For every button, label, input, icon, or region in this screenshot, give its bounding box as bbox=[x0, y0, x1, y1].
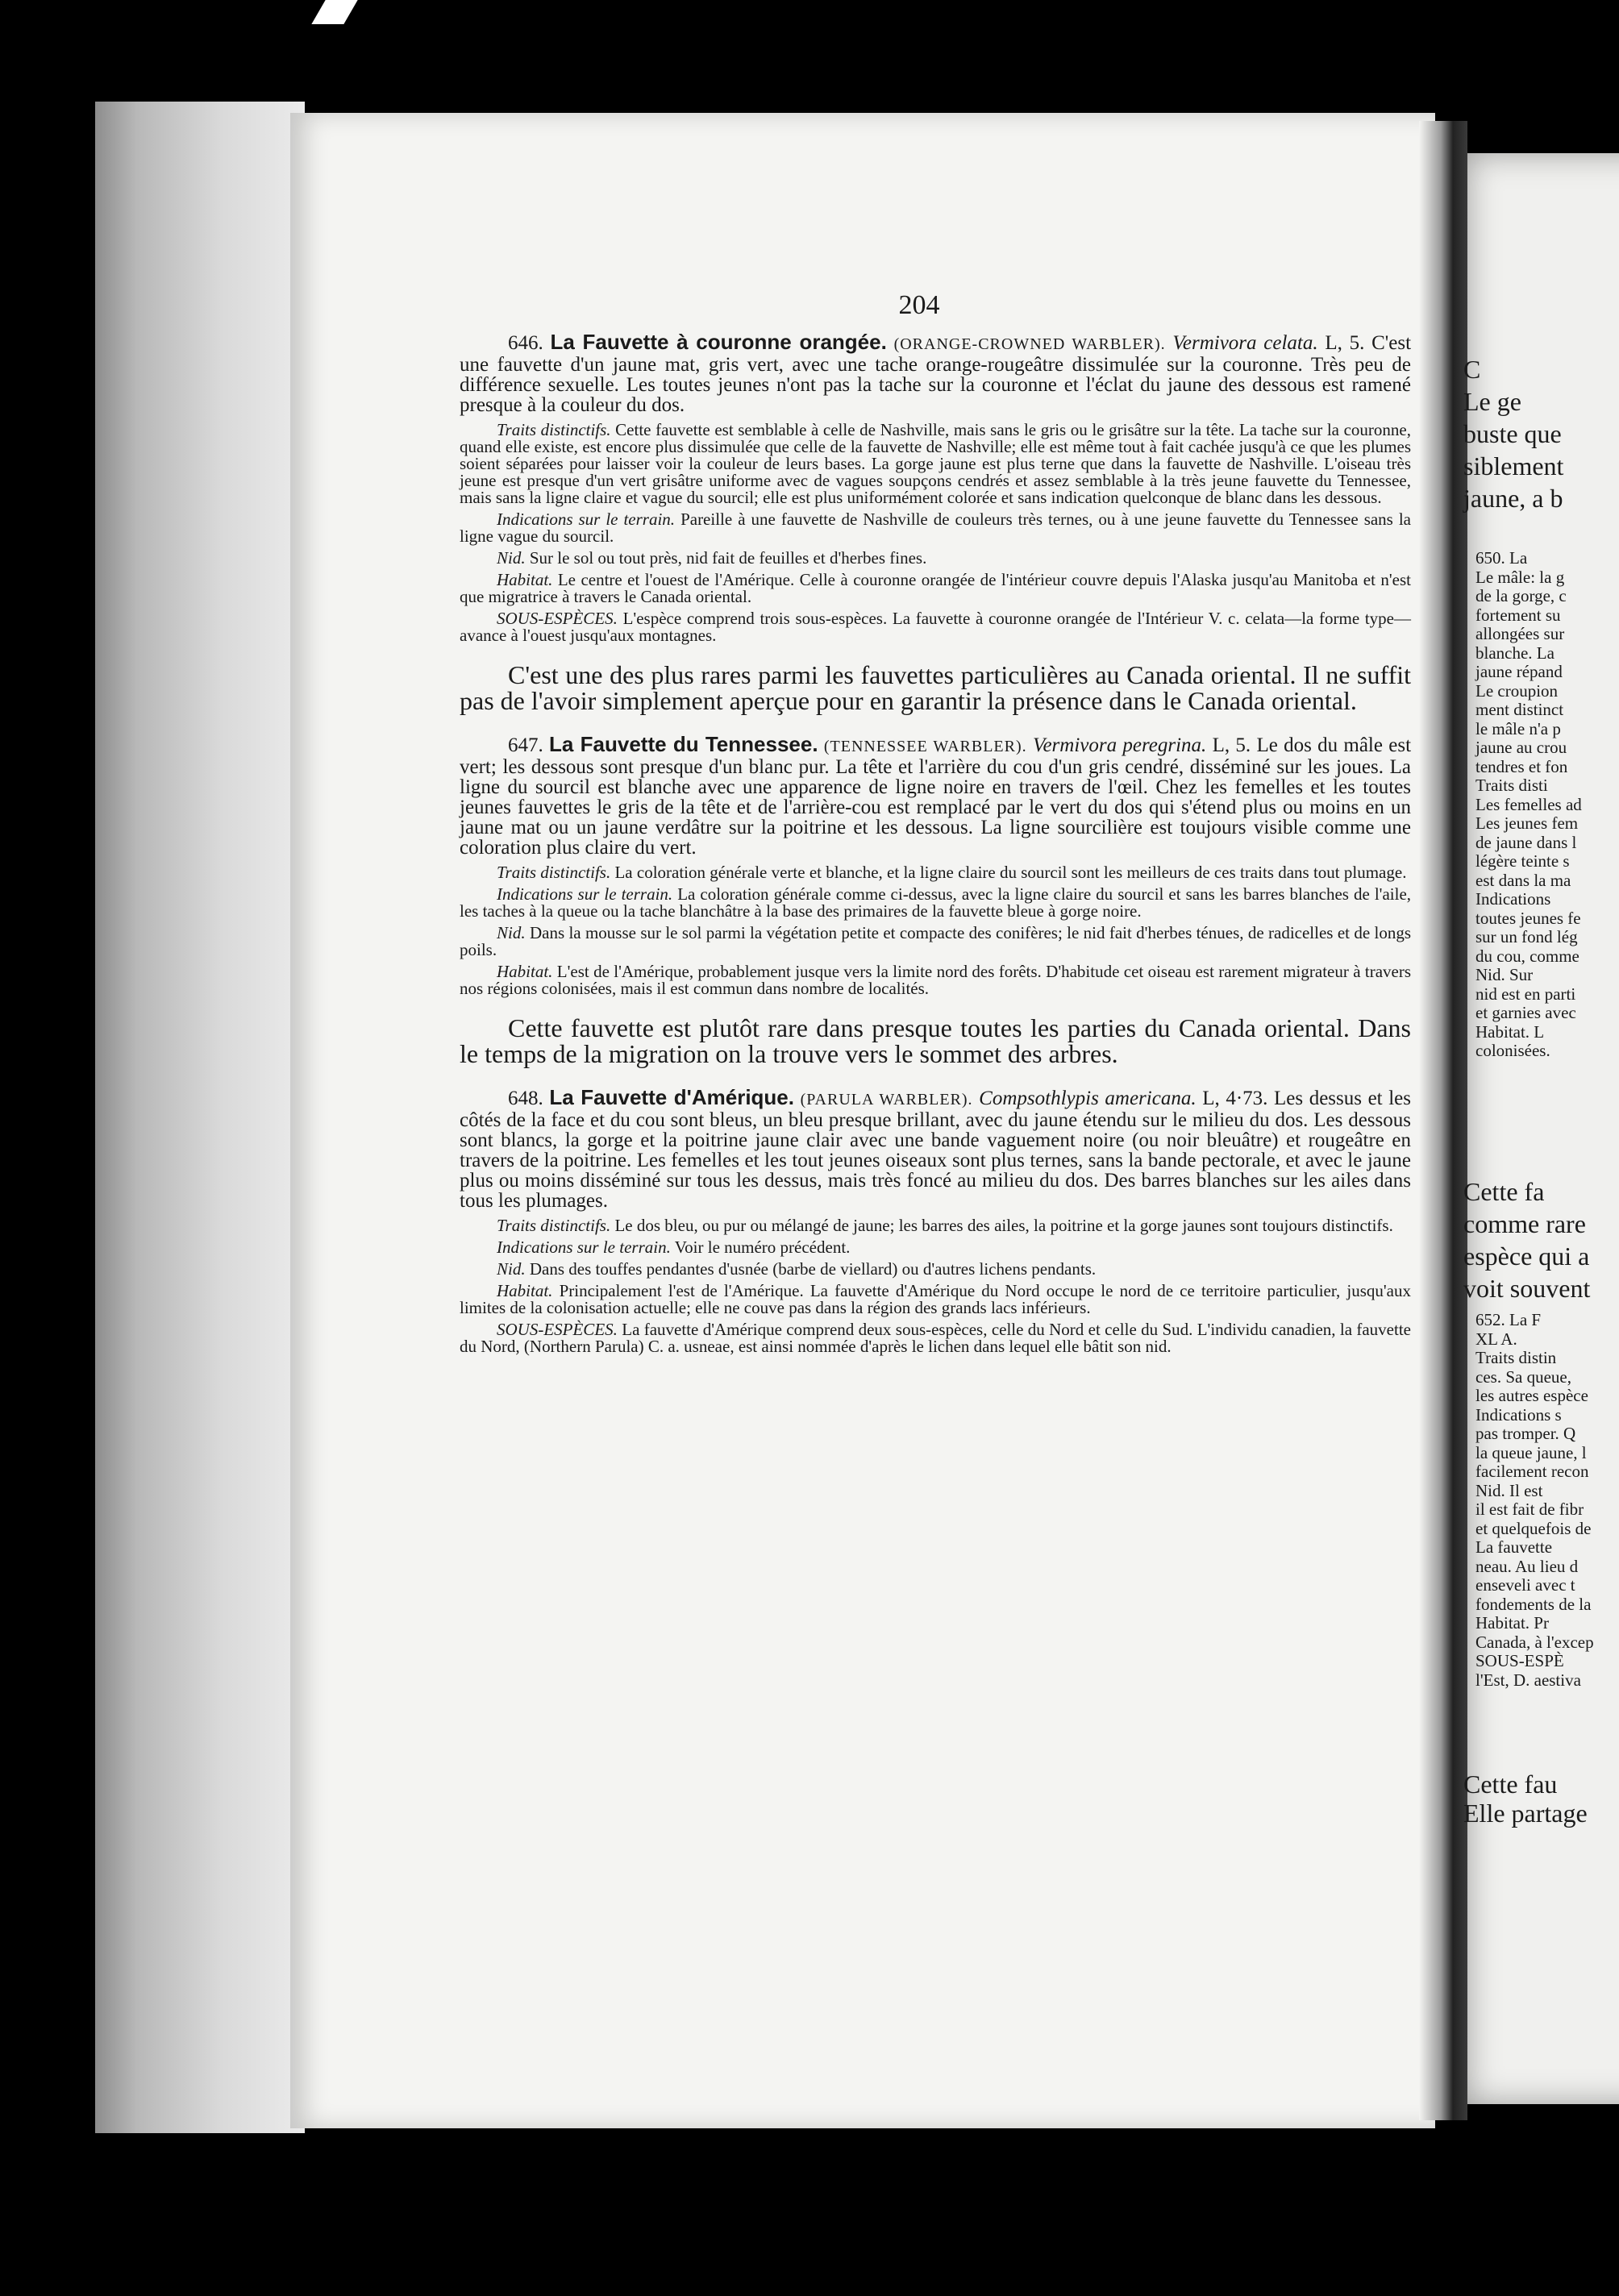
note-paragraph bbox=[460, 864, 1411, 881]
note-text: L'est de l'Amérique, probablement jusque vers la limite nord des forêts. D'habitude cet oiseau est rarement migrateur à travers nos régions colonisées, mais il est commun dans nombre de localités. bbox=[460, 962, 1411, 998]
facing-line: blanche. La bbox=[1475, 643, 1554, 663]
entries bbox=[460, 332, 1411, 1355]
note-text: Principalement l'est de l'Amérique. La fauvette d'Amérique du Nord occupe le nord de ce territoire particulier, jusqu'aux limites de la colonisation actuelle; elle ne couve pas dans la région des grands lacs inférieurs. bbox=[460, 1281, 1411, 1317]
facing-line: du cou, comme bbox=[1475, 946, 1579, 966]
facing-line: il est fait de fibr bbox=[1475, 1499, 1584, 1519]
facing-line: sur un fond lég bbox=[1475, 927, 1578, 946]
note-text: Dans des touffes pendantes d'usnée (barbe de viellard) ou d'autres lichens pendants. bbox=[529, 1259, 1097, 1279]
note-text: L'espèce comprend trois sous-espèces. La fauvette à couronne orangée de l'Intérieur V. c. celata—la forme type—avance à l'ouest jusqu'aux montagnes. bbox=[460, 609, 1412, 645]
facing-line: légère teinte s bbox=[1475, 851, 1570, 871]
note-paragraph bbox=[460, 511, 1411, 545]
facing-line: enseveli avec t bbox=[1475, 1575, 1575, 1595]
note-label: Nid. bbox=[497, 548, 526, 568]
facing-line: XL A. bbox=[1475, 1329, 1517, 1349]
note-text: Voir le numéro précédent. bbox=[674, 1237, 851, 1257]
species-description: L, 4·73. Les dessus et les côtés de la face et du cou sont bleus, un bleu presque brillant, avec du jaune étendu sur le milieu du dos. Les dessous sont blancs, la gorge et la poitrine jaune clair avec une bande vaguement noire (ou noir bleuâtre) et rougeâtre en travers de la poitrine. Les femelles et les tout jeunes oiseaux sont plus ternes, sans la bande pectorale, et avec le jaune plus ou moins disséminé sur tous les dessus, mais très foncé au milieu du dos. Des barres blanches sur les ailes dans tous les plumages. bbox=[460, 1088, 1412, 1212]
species-title: La Fauvette du Tennessee. bbox=[549, 732, 818, 756]
facing-line: tendres et fon bbox=[1475, 756, 1568, 776]
facing-line: jaune au crou bbox=[1475, 738, 1567, 757]
facing-line: Traits distin bbox=[1475, 1348, 1557, 1367]
facing-line: Le croupion bbox=[1475, 680, 1559, 701]
note-paragraph bbox=[460, 1239, 1411, 1256]
facing-line: de jaune dans l bbox=[1475, 832, 1577, 852]
facing-line: les autres espèce bbox=[1475, 1386, 1588, 1405]
facing-line: Canada, à l'excep bbox=[1475, 1632, 1594, 1652]
note-text: Dans la mousse sur le sol parmi la végétation petite et compacte des conifères; le nid fait d'herbes ténues, de radicelles et de longs poils. bbox=[460, 923, 1412, 959]
facing-line: Les jeunes fem bbox=[1475, 813, 1579, 833]
note-paragraph bbox=[460, 886, 1411, 920]
facing-line: toutes jeunes fe bbox=[1475, 908, 1581, 928]
species-entry bbox=[460, 332, 1411, 415]
note-text: Sur le sol ou tout près, nid fait de feuilles et d'herbes fines. bbox=[529, 548, 927, 568]
page-content bbox=[460, 290, 1411, 1360]
facing-line: facilement recon bbox=[1475, 1462, 1589, 1481]
note-paragraph bbox=[460, 925, 1411, 959]
facing-line: voit souvent bbox=[1463, 1274, 1591, 1303]
facing-line: Les femelles ad bbox=[1475, 794, 1582, 814]
english-name: (PARULA WARBLER). bbox=[800, 1091, 973, 1108]
note-text: La fauvette d'Amérique comprend deux sous-espèces, celle du Nord et celle du Sud. L'individu canadien, la fauvette du Nord, (Northern Parula) C. a. usneae, est ainsi nommée d'après le lichen dans lequel elle bâtit son nid. bbox=[460, 1320, 1411, 1356]
facing-line: jaune répand bbox=[1475, 662, 1563, 681]
note-label: Traits distinctifs. bbox=[497, 863, 611, 882]
facing-line: Cette fa bbox=[1463, 1177, 1545, 1206]
species-entry bbox=[460, 1085, 1412, 1212]
facing-line: jaune, a b bbox=[1463, 484, 1563, 513]
scientific-name: Compsothlypis americana. bbox=[979, 1088, 1197, 1109]
species-description: L, 5. Le dos du mâle est vert; les dessous sont presque d'un blanc pur. La tête et l'arrière du cou d'un gris cendré, disséminé sur les joues. La ligne du sourcil est blanche avec une apparence de ligne noire en travers de l'œil. Chez les femelles et les toutes jeunes fauvettes le gris de la tête et de l'arrière-cou est remplacé par le vert du dos qui s'étend plus ou moins en un jaune mat ou un jaune verdâtre sur la poitrine et les dessous. La ligne sourcilière est toujours visible comme une coloration plus claire du vert. bbox=[460, 734, 1412, 859]
corner-mark bbox=[311, 0, 357, 24]
facing-line: de la gorge, c bbox=[1475, 586, 1567, 605]
facing-line: neau. Au lieu d bbox=[1475, 1556, 1579, 1576]
facing-line: pas tromper. Q bbox=[1475, 1424, 1576, 1443]
facing-line: Habitat. L bbox=[1475, 1021, 1545, 1042]
note-paragraph bbox=[460, 1217, 1411, 1234]
facing-line: ces. Sa queue, bbox=[1475, 1366, 1571, 1387]
note-label: SOUS-ESPÈCES. bbox=[497, 609, 618, 628]
note-label: Habitat. bbox=[497, 1281, 553, 1300]
facing-line: le mâle n'a p bbox=[1475, 718, 1561, 738]
facing-line: fondements de la bbox=[1475, 1594, 1592, 1614]
species-number: 647. bbox=[508, 734, 543, 756]
facing-line: 652. La F bbox=[1475, 1310, 1542, 1329]
facing-line: Indications s bbox=[1475, 1404, 1562, 1425]
book-gutter bbox=[1419, 121, 1467, 2120]
facing-line: Habitat. Pr bbox=[1475, 1613, 1549, 1633]
facing-line: et quelquefois de bbox=[1475, 1518, 1592, 1538]
note-paragraph bbox=[460, 422, 1411, 506]
facing-line: la queue jaune, l bbox=[1475, 1442, 1587, 1462]
facing-line: Nid. Sur bbox=[1475, 965, 1534, 984]
note-label: Indications sur le terrain. bbox=[497, 1237, 671, 1257]
facing-line: Le mâle: la g bbox=[1475, 567, 1565, 587]
facing-line: SOUS-ESPÈ bbox=[1475, 1651, 1564, 1670]
facing-line: ment distinct bbox=[1475, 700, 1564, 719]
facing-line: Indications bbox=[1475, 889, 1551, 909]
facing-line: Cette fau bbox=[1463, 1770, 1558, 1799]
note-paragraph bbox=[460, 1321, 1411, 1355]
species-title: La Fauvette à couronne orangée. bbox=[550, 330, 887, 354]
facing-line: siblement bbox=[1463, 451, 1564, 480]
facing-line: et garnies avec bbox=[1475, 1003, 1576, 1022]
note-text: Cette fauvette est semblable à celle de Nashville, mais sans le gris ou le grisâtre sur la tête. La tache sur la couronne, quand elle existe, est encore plus dissimulée que celle de la fauvette de Nashville; elle est même tout à fait cachée jusqu'à ce que les plumes soient séparées pour laisser voir la couleur de leurs bases. La gorge jaune est plus terne que dans la fauvette de Nashville. L'oiseau très jeune est presque d'un vert grisâtre uniforme avec de vagues soupçons cendrés et assez semblable à la très jeune fauvette du Tennessee, mais sans la ligne claire et vague du sourcil; elle est plus uniformément colorée et sans indication quelconque de blanc dans les dessous. bbox=[460, 420, 1411, 507]
note-label: Indications sur le terrain. bbox=[497, 884, 673, 904]
note-paragraph bbox=[460, 550, 1411, 567]
english-name: (ORANGE-CROWNED WARBLER). bbox=[893, 335, 1166, 353]
note-label: SOUS-ESPÈCES. bbox=[497, 1320, 618, 1339]
remark-paragraph: C'est une des plus rares parmi les fauvettes particulières au Canada oriental. Il ne suffit pas de l'avoir simplement aperçue pour en garantir la présence dans le Canada oriental. bbox=[460, 660, 1411, 715]
facing-line: Traits disti bbox=[1475, 776, 1548, 795]
note-paragraph bbox=[460, 572, 1411, 605]
note-label: Traits distinctifs. bbox=[497, 1216, 611, 1235]
facing-line: buste que bbox=[1463, 419, 1562, 448]
page-stack-edge bbox=[95, 102, 305, 2133]
scientific-name: Vermivora celata. bbox=[1172, 332, 1318, 354]
facing-line: Elle partage bbox=[1463, 1799, 1588, 1828]
page-number: 204 bbox=[898, 290, 940, 320]
note-paragraph bbox=[460, 963, 1411, 997]
species-number: 646. bbox=[508, 332, 543, 354]
species-entry bbox=[460, 734, 1411, 858]
note-label: Nid. bbox=[497, 1259, 526, 1279]
note-text: La coloration générale verte et blanche, et la ligne claire du sourcil sont les meilleurs de ces traits dans tout plumage. bbox=[614, 863, 1407, 882]
facing-line: Nid. Il est bbox=[1475, 1480, 1543, 1500]
species-description: L, 5. C'est une fauvette d'un jaune mat, gris vert, avec une tache orange-rougeâtre dissimulée sur la couronne. Très peu de différence sexuelle. Les toutes jeunes n'ont pas la tache sur la couronne et l'éclat du jaune des dessous est ramené presque à la couleur du dos. bbox=[460, 332, 1412, 416]
facing-line: est dans la ma bbox=[1475, 870, 1571, 890]
remark-paragraph: Cette fauvette est plutôt rare dans presque toutes les parties du Canada oriental. Dans le temps de la migration on la trouve vers le sommet des arbres. bbox=[460, 1013, 1411, 1068]
species-number: 648. bbox=[508, 1088, 543, 1109]
note-label: Traits distinctifs. bbox=[497, 420, 611, 439]
facing-line: C bbox=[1463, 355, 1481, 384]
note-label: Habitat. bbox=[497, 570, 553, 589]
note-paragraph bbox=[460, 1261, 1411, 1278]
facing-line: nid est en parti bbox=[1475, 984, 1576, 1004]
note-paragraph bbox=[460, 1283, 1411, 1316]
scientific-name: Vermivora peregrina. bbox=[1032, 734, 1207, 756]
facing-line: comme rare bbox=[1463, 1209, 1586, 1238]
facing-line: espèce qui a bbox=[1463, 1242, 1590, 1271]
note-text: La coloration générale comme ci-dessus, avec la ligne claire du sourcil et sans les barres blanches de l'aile, les taches à la queue ou la tache blanchâtre à la base des primaires de la fauvette bleue à gorge noire. bbox=[460, 884, 1412, 921]
note-text: Pareille à une fauvette de Nashville de couleurs très ternes, ou à une jeune fauvette du Tennessee sans la ligne vague du sourcil. bbox=[460, 510, 1412, 546]
note-label: Habitat. bbox=[497, 962, 553, 981]
facing-line: La fauvette bbox=[1475, 1537, 1553, 1557]
note-text: Le dos bleu, ou pur ou mélangé de jaune; les barres des ailes, la poitrine et la gorge jaunes sont toujours distinctifs. bbox=[614, 1216, 1393, 1235]
english-name: (TENNESSEE WARBLER). bbox=[823, 738, 1027, 755]
facing-line: 650. La bbox=[1475, 548, 1528, 568]
facing-line: colonisées. bbox=[1475, 1041, 1550, 1060]
facing-line: allongées sur bbox=[1475, 624, 1565, 643]
species-title: La Fauvette d'Amérique. bbox=[549, 1085, 794, 1109]
facing-line: l'Est, D. aestiva bbox=[1475, 1670, 1581, 1690]
note-paragraph bbox=[460, 610, 1411, 644]
facing-line: fortement su bbox=[1475, 605, 1561, 625]
note-text: Le centre et l'ouest de l'Amérique. Celle à couronne orangée de l'intérieur couvre depuis l'Alaska jusqu'au Manitoba et n'est que migratrice à travers le Canada oriental. bbox=[460, 570, 1411, 606]
note-label: Nid. bbox=[497, 923, 526, 942]
note-label: Indications sur le terrain. bbox=[497, 510, 676, 529]
facing-line: Le ge bbox=[1463, 387, 1521, 416]
